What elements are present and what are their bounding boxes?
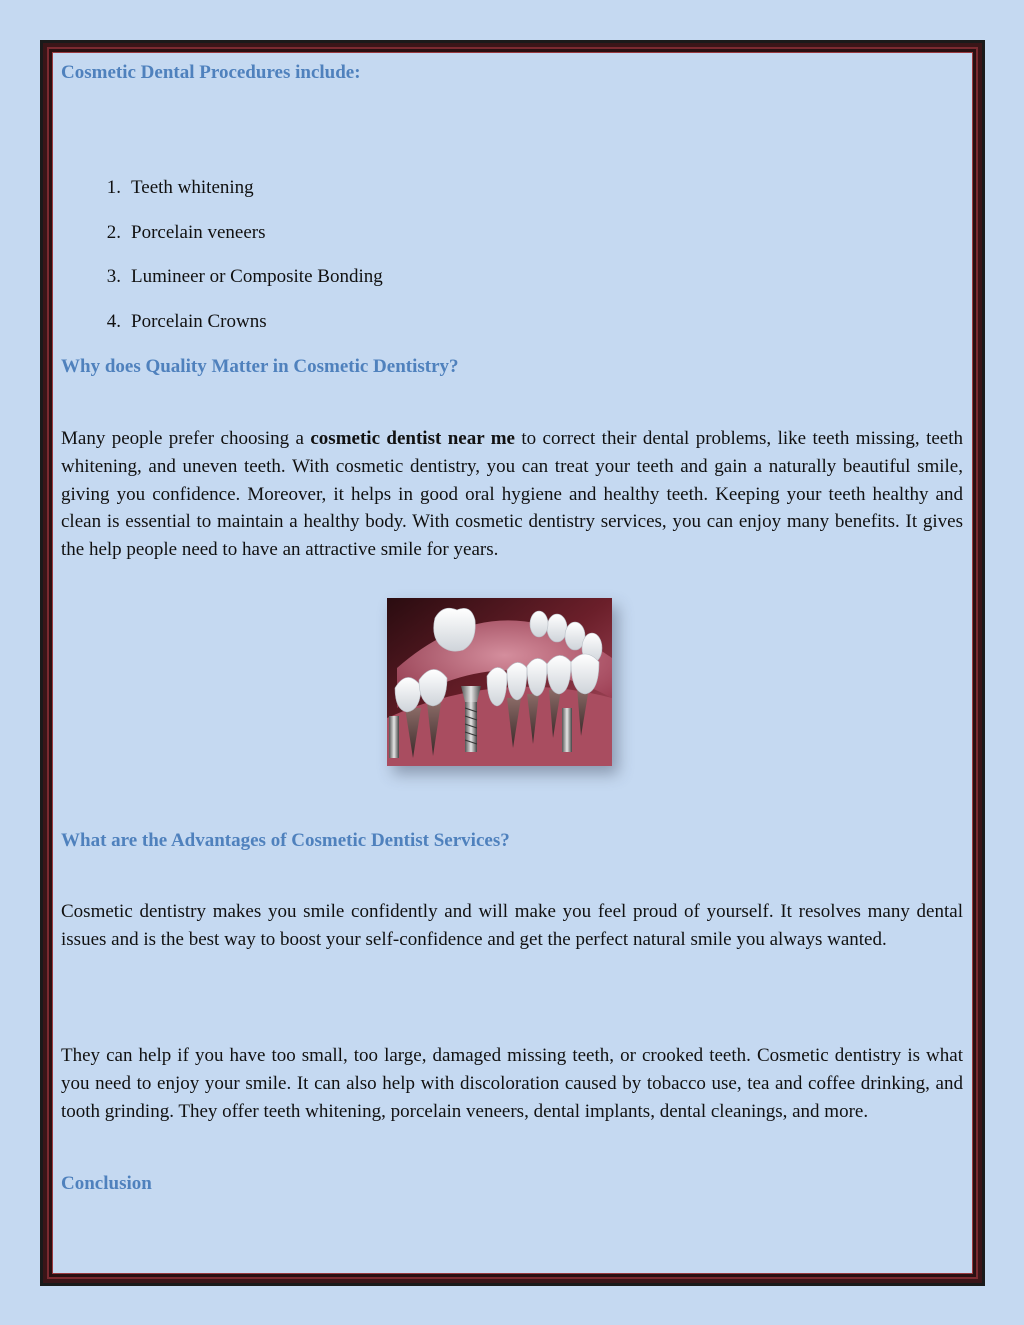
dental-implant-image (387, 598, 612, 766)
list-item (61, 176, 383, 221)
list-item-number: 3 . (61, 265, 121, 310)
list-item-text: Porcelain Crowns (131, 310, 267, 332)
list-item-number: 2 . (61, 221, 121, 266)
quality-heading: Why does Quality Matter in Cosmetic Dentistry? (61, 356, 459, 377)
list-item-number: 4 . (61, 310, 121, 355)
quality-text-start: Many people prefer choosing a (61, 428, 311, 449)
list-item-text: Lumineer or Composite Bonding (131, 266, 383, 287)
advantages-paragraph-2: They can help if you have too small, too large, damaged missing teeth, or crooked teeth. Cosmetic dentistry is what you need to enjoy your smile. It can also help with discoloration caused by tobacco use, tea and coffee drinking, and tooth grinding. They offer teeth whitening, porcelain veneers, dental implants, dental cleanings, and more. (61, 1045, 963, 1122)
cosmetic-dentist-keyword: cosmetic dentist near me (310, 428, 515, 449)
quality-paragraph (61, 425, 963, 564)
list-item-text: Teeth whitening (131, 177, 254, 198)
dental-implant-illustration-icon (387, 598, 612, 766)
advantages-paragraph-1: Cosmetic dentistry makes you smile confidently and will make you feel proud of yourself. It resolves many dental issues and is the best way to boost your self-confidence and get the perfect natural smile you always wanted. (61, 901, 963, 950)
quality-text-end: to correct their dental problems, like teeth missing, teeth whitening, and uneven teeth. With cosmetic dentistry, you can treat your teeth and gain a naturally beautiful smile, giving you confidence. Moreover, it helps in good oral hygiene and healthy teeth. Keeping your teeth healthy and clean is essential to maintain a healthy body. With cosmetic dentistry services, you can enjoy many benefits. It gives the help people need to have an attractive smile for years. (61, 428, 963, 561)
list-item-number: 1 . (61, 176, 121, 221)
list-item (61, 265, 383, 310)
list-item (61, 221, 383, 266)
list-item (61, 310, 383, 355)
procedures-list (61, 176, 383, 354)
conclusion-heading: Conclusion (61, 1173, 152, 1194)
list-item-text: Porcelain veneers (131, 221, 266, 243)
advantages-heading: What are the Advantages of Cosmetic Dentist Services? (61, 830, 510, 851)
procedures-heading: Cosmetic Dental Procedures include: (61, 62, 361, 83)
